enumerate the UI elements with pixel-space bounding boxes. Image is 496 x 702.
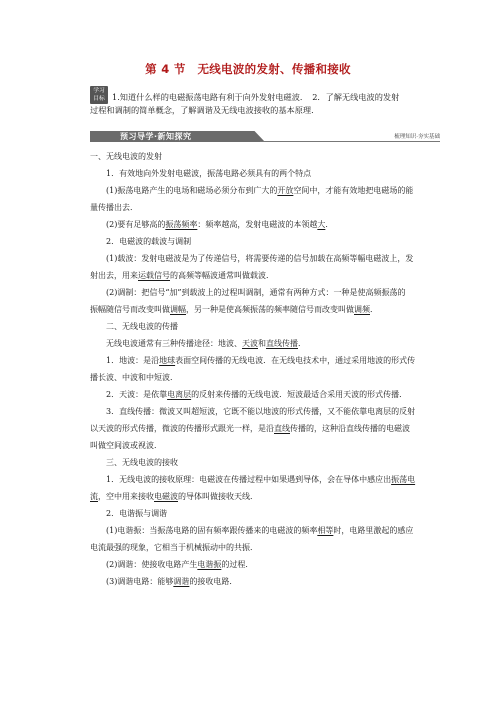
text-line — [90, 352, 442, 369]
goal-text-2: 过程和调制的简单概念，了解调谐及无线电波接收的基本原理． — [90, 105, 320, 115]
line-text: ，空中用来接收 — [98, 492, 154, 501]
text-line — [90, 284, 442, 301]
line-text: (2)调谐：使接收电路产生 — [106, 560, 198, 569]
section-banner — [90, 130, 440, 143]
answer-blank: 调谐 — [173, 577, 190, 586]
answer-blank: 大 — [317, 220, 326, 229]
text-line — [90, 386, 442, 403]
answer-blank: 振荡频率 — [165, 220, 198, 229]
line-text: 的反射来传播的无线电波．短波最适合采用天波的形式传播． — [191, 390, 408, 399]
line-text: 2．电磁波的载波与调制 — [106, 237, 192, 246]
goal-text-1: 1.知道什么样的电磁振荡电路有利于向外发射电磁波． 2．了解无线电波的发射 — [112, 92, 400, 102]
answer-blank: 电离层 — [167, 390, 192, 399]
line-text: ：频率越高，发射电磁波的本领越 — [197, 220, 318, 229]
answer-blank: 调幅 — [170, 305, 186, 314]
line-text: 射出去，用来 — [90, 271, 138, 280]
line-text: 1．有效地向外发射电磁波，振荡电路必须具有的两个特点 — [106, 169, 312, 178]
line-text: 3．直线传播：微波又叫超短波，它既不能以地波的形式传播，又不能依靠电离层的反射 — [106, 407, 416, 416]
line-text: (1)振荡电路产生的电场和磁场必须分布到广大的 — [106, 186, 278, 195]
text-line — [90, 471, 442, 488]
text-line — [90, 318, 442, 335]
line-text: 三、无线电波的接收 — [106, 458, 178, 467]
text-line — [90, 522, 442, 539]
text-line — [90, 403, 442, 420]
text-line — [90, 250, 442, 267]
document-body — [90, 148, 442, 590]
text-line — [90, 216, 442, 233]
text-line — [90, 420, 442, 437]
line-text: ． — [298, 339, 306, 348]
answer-blank: 调频 — [354, 305, 370, 314]
line-text: 量传播出去． — [90, 203, 138, 212]
answer-blank: 振荡电 — [391, 475, 416, 484]
line-text: 的高频等幅波通常叫做载波． — [170, 271, 274, 280]
answer-blank: 电谐振 — [197, 560, 222, 569]
line-text: 和 — [258, 339, 266, 348]
goal-badge-line2: 目标 — [93, 96, 105, 102]
text-line — [90, 233, 442, 250]
text-line — [90, 165, 442, 182]
text-line — [90, 556, 442, 573]
line-text: 一、无线电波的发射 — [90, 152, 162, 161]
text-line — [90, 301, 442, 318]
text-line — [90, 199, 442, 216]
text-line — [90, 454, 442, 471]
banner-divider — [260, 141, 440, 142]
line-text: (2)要有足够高的 — [106, 220, 166, 229]
text-line — [90, 267, 442, 284]
text-line — [90, 437, 442, 454]
text-line — [90, 488, 442, 505]
text-line — [90, 335, 442, 352]
text-line — [90, 182, 442, 199]
answer-blank: 地球 — [159, 356, 176, 365]
text-line — [90, 148, 442, 165]
line-text: 电流最强的现象，它相当于机械振动中的共振． — [90, 543, 258, 552]
line-text: 振幅随信号而改变叫做 — [90, 305, 170, 314]
line-text: 时，电路里激起的感应 — [333, 526, 414, 535]
line-text: 传播的，这种沿直线传播的电磁波 — [290, 424, 410, 433]
answer-blank: 直线 — [274, 424, 290, 433]
answer-blank: 开放 — [277, 186, 294, 195]
section-title: 第 4 节 无线电波的发射、传播和接收 — [145, 62, 351, 76]
line-text: 以天波的形式传播，微波的传播形式跟光一样，是沿 — [90, 424, 274, 433]
line-text: 1．无线电波的接收原理：电磁波在传播过程中如果遇到导体，会在导体中感应出 — [106, 475, 392, 484]
line-text: (1)载波：发射电磁波是为了传递信号，将需要传递的信号加载在高频等幅电磁波上，发 — [106, 254, 414, 263]
text-line — [90, 539, 442, 556]
line-text: 表面空间传播的无线电波．在无线电技术中，通过采用地波的形式传 — [175, 356, 416, 365]
goal-badge-icon — [90, 86, 108, 104]
line-text: 无线电波通常有三种传播途径：地波、 — [106, 339, 242, 348]
line-text: ． — [325, 220, 334, 229]
line-text: 的过程． — [221, 560, 254, 569]
line-text: (2)调制：把信号“加”到载波上的过程叫调制，通常有两种方式：一种是使高频振荡的 — [106, 288, 406, 297]
answer-blank: 电磁波 — [154, 492, 178, 501]
text-line — [90, 369, 442, 386]
line-text: ，另一种是使高频振荡的频率随信号而改变叫做 — [186, 305, 354, 314]
line-text: 播长波、中波和中短波． — [90, 373, 178, 382]
banner-label: 预习导学·新知探究 — [120, 132, 192, 141]
line-text: (3)调谐电路：能够 — [106, 577, 174, 586]
goal-badge-line1: 学习 — [93, 88, 105, 94]
line-text: 1．地波：是沿 — [106, 356, 160, 365]
line-text: 2．电谐振与调谐 — [106, 509, 168, 518]
line-text: ． — [370, 305, 378, 314]
line-text: 的接收电路． — [189, 577, 238, 586]
banner-subtitle: 梳理知识·夯实基础 — [394, 134, 440, 140]
line-text: 二、无线电波的传播 — [106, 322, 178, 331]
text-line — [90, 573, 442, 590]
answer-blank: 天波 — [242, 339, 258, 348]
line-text: 的导体叫做接收天线． — [178, 492, 258, 501]
line-text: (1)电谐振：当振荡电路的固有频率跟传播来的电磁波的频率 — [106, 526, 318, 535]
answer-blank: 流 — [90, 492, 98, 501]
line-text: 空间中，才能有效地把电磁场的能 — [293, 186, 414, 195]
line-text: 叫做空间波或视波． — [90, 441, 162, 450]
line-text: 2．天波：是依靠 — [106, 390, 168, 399]
answer-blank: 运载信号 — [138, 271, 170, 280]
text-line — [90, 505, 442, 522]
answer-blank: 相等 — [317, 526, 334, 535]
answer-blank: 直线传播 — [266, 339, 298, 348]
learning-goal — [90, 86, 440, 104]
